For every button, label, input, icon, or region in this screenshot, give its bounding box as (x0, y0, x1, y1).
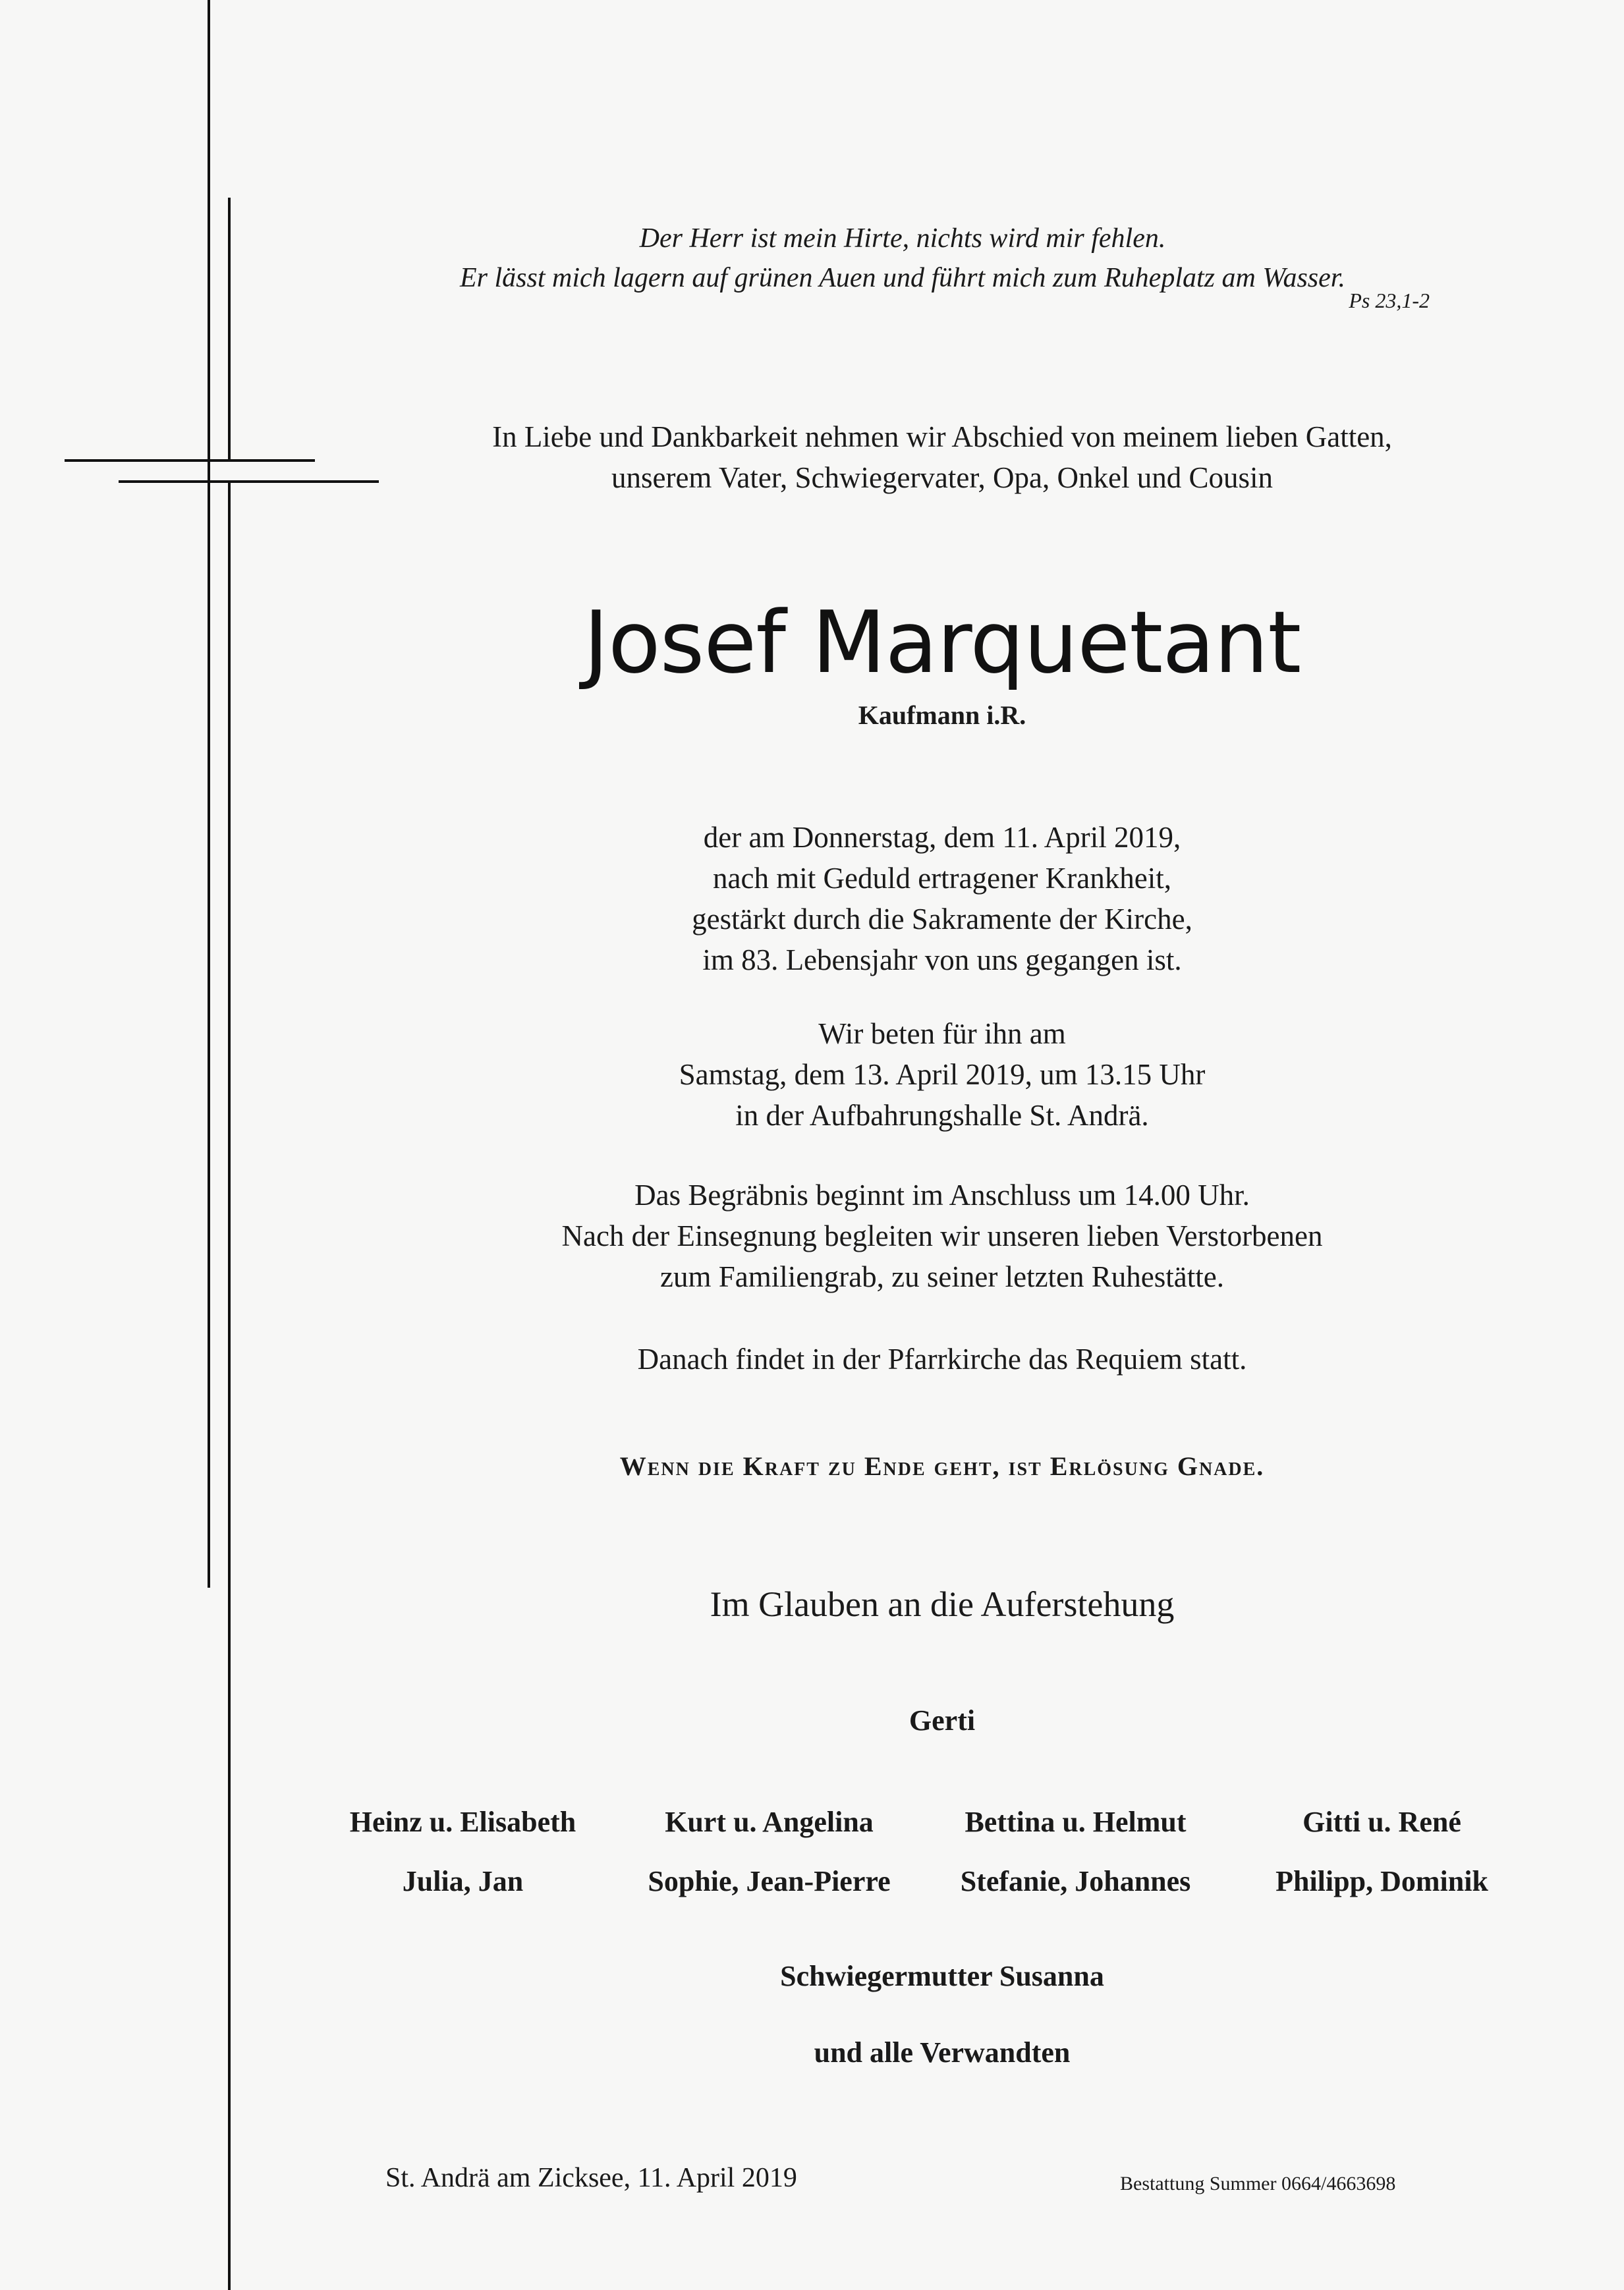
death-notice-line: gestärkt durch die Sakramente der Kirche, (692, 903, 1192, 936)
burial-line: zum Familiengrab, zu seiner letzten Ruhestätte. (660, 1260, 1224, 1293)
psalm-quote (369, 219, 1436, 298)
mourner-child: Gitti u. René (1302, 1806, 1461, 1838)
deceased-name: Josef Marquetant (583, 592, 1301, 692)
death-notice-line: nach mit Geduld ertragener Krankheit, (713, 862, 1171, 895)
mourner-child: Kurt u. Angelina (665, 1806, 874, 1838)
cross-horizontal-left (65, 459, 315, 462)
death-notice-line: der am Donnerstag, dem 11. April 2019, (703, 821, 1181, 854)
psalm-line-1: Der Herr ist mein Hirte, nichts wird mir fehlen. (639, 223, 1166, 254)
intro-line-2: unserem Vater, Schwiegervater, Opa, Onkel und Cousin (611, 461, 1274, 494)
requiem-info: Danach findet in der Pfarrkirche das Requiem statt. (637, 1343, 1247, 1376)
mourners-children-row (310, 1805, 1535, 1839)
motto: Wenn die Kraft zu Ende geht, ist Erlösung Gnade. (619, 1451, 1265, 1481)
prayer-line: in der Aufbahrungshalle St. Andrä. (735, 1099, 1149, 1132)
mourner-wife: Gerti (909, 1704, 976, 1737)
mourner-grandchild: Sophie, Jean-Pierre (648, 1865, 891, 1897)
psalm-line-2: Er lässt mich lagern auf grünen Auen und führt mich zum Ruheplatz am Wasser. (460, 263, 1345, 293)
prayer-line: Wir beten für ihn am (818, 1017, 1066, 1050)
mourner-grandchild: Julia, Jan (402, 1865, 524, 1897)
cross-inner-vertical-bottom (228, 480, 231, 2290)
deceased-occupation: Kaufmann i.R. (858, 700, 1026, 730)
prayer-info (369, 1013, 1515, 1136)
burial-info (369, 1175, 1515, 1297)
mourner-mother-in-law: Schwiegermutter Susanna (780, 1960, 1104, 1992)
cross-horizontal-right (119, 480, 379, 483)
faith-line: Im Glauben an die Auferstehung (710, 1584, 1175, 1624)
death-notice (369, 817, 1515, 980)
burial-line: Das Begräbnis beginnt im Anschluss um 14.00 Uhr. (634, 1179, 1250, 1212)
mourners-grandchildren-row (310, 1864, 1535, 1898)
mourner-child: Bettina u. Helmut (965, 1806, 1187, 1838)
farewell-intro (369, 416, 1515, 498)
death-notice-line: im 83. Lebensjahr von uns gegangen ist. (702, 943, 1182, 976)
cross-inner-vertical-top (228, 198, 231, 461)
cross-outer-vertical-top (208, 0, 210, 1588)
psalm-reference: Ps 23,1-2 (1349, 289, 1430, 312)
mourner-grandchild: Philipp, Dominik (1275, 1865, 1488, 1897)
place-date: St. Andrä am Zicksee, 11. April 2019 (385, 2163, 797, 2193)
mourner-relatives: und alle Verwandten (814, 2036, 1071, 2069)
mourner-grandchild: Stefanie, Johannes (960, 1865, 1191, 1897)
burial-line: Nach der Einsegnung begleiten wir unseren lieben Verstorbenen (561, 1219, 1323, 1252)
mourner-child: Heinz u. Elisabeth (349, 1806, 576, 1838)
undertaker-contact: Bestattung Summer 0664/4663698 (1120, 2173, 1396, 2194)
prayer-line: Samstag, dem 13. April 2019, um 13.15 Uhr (679, 1058, 1206, 1091)
intro-line-1: In Liebe und Dankbarkeit nehmen wir Abschied von meinem lieben Gatten, (492, 420, 1392, 453)
